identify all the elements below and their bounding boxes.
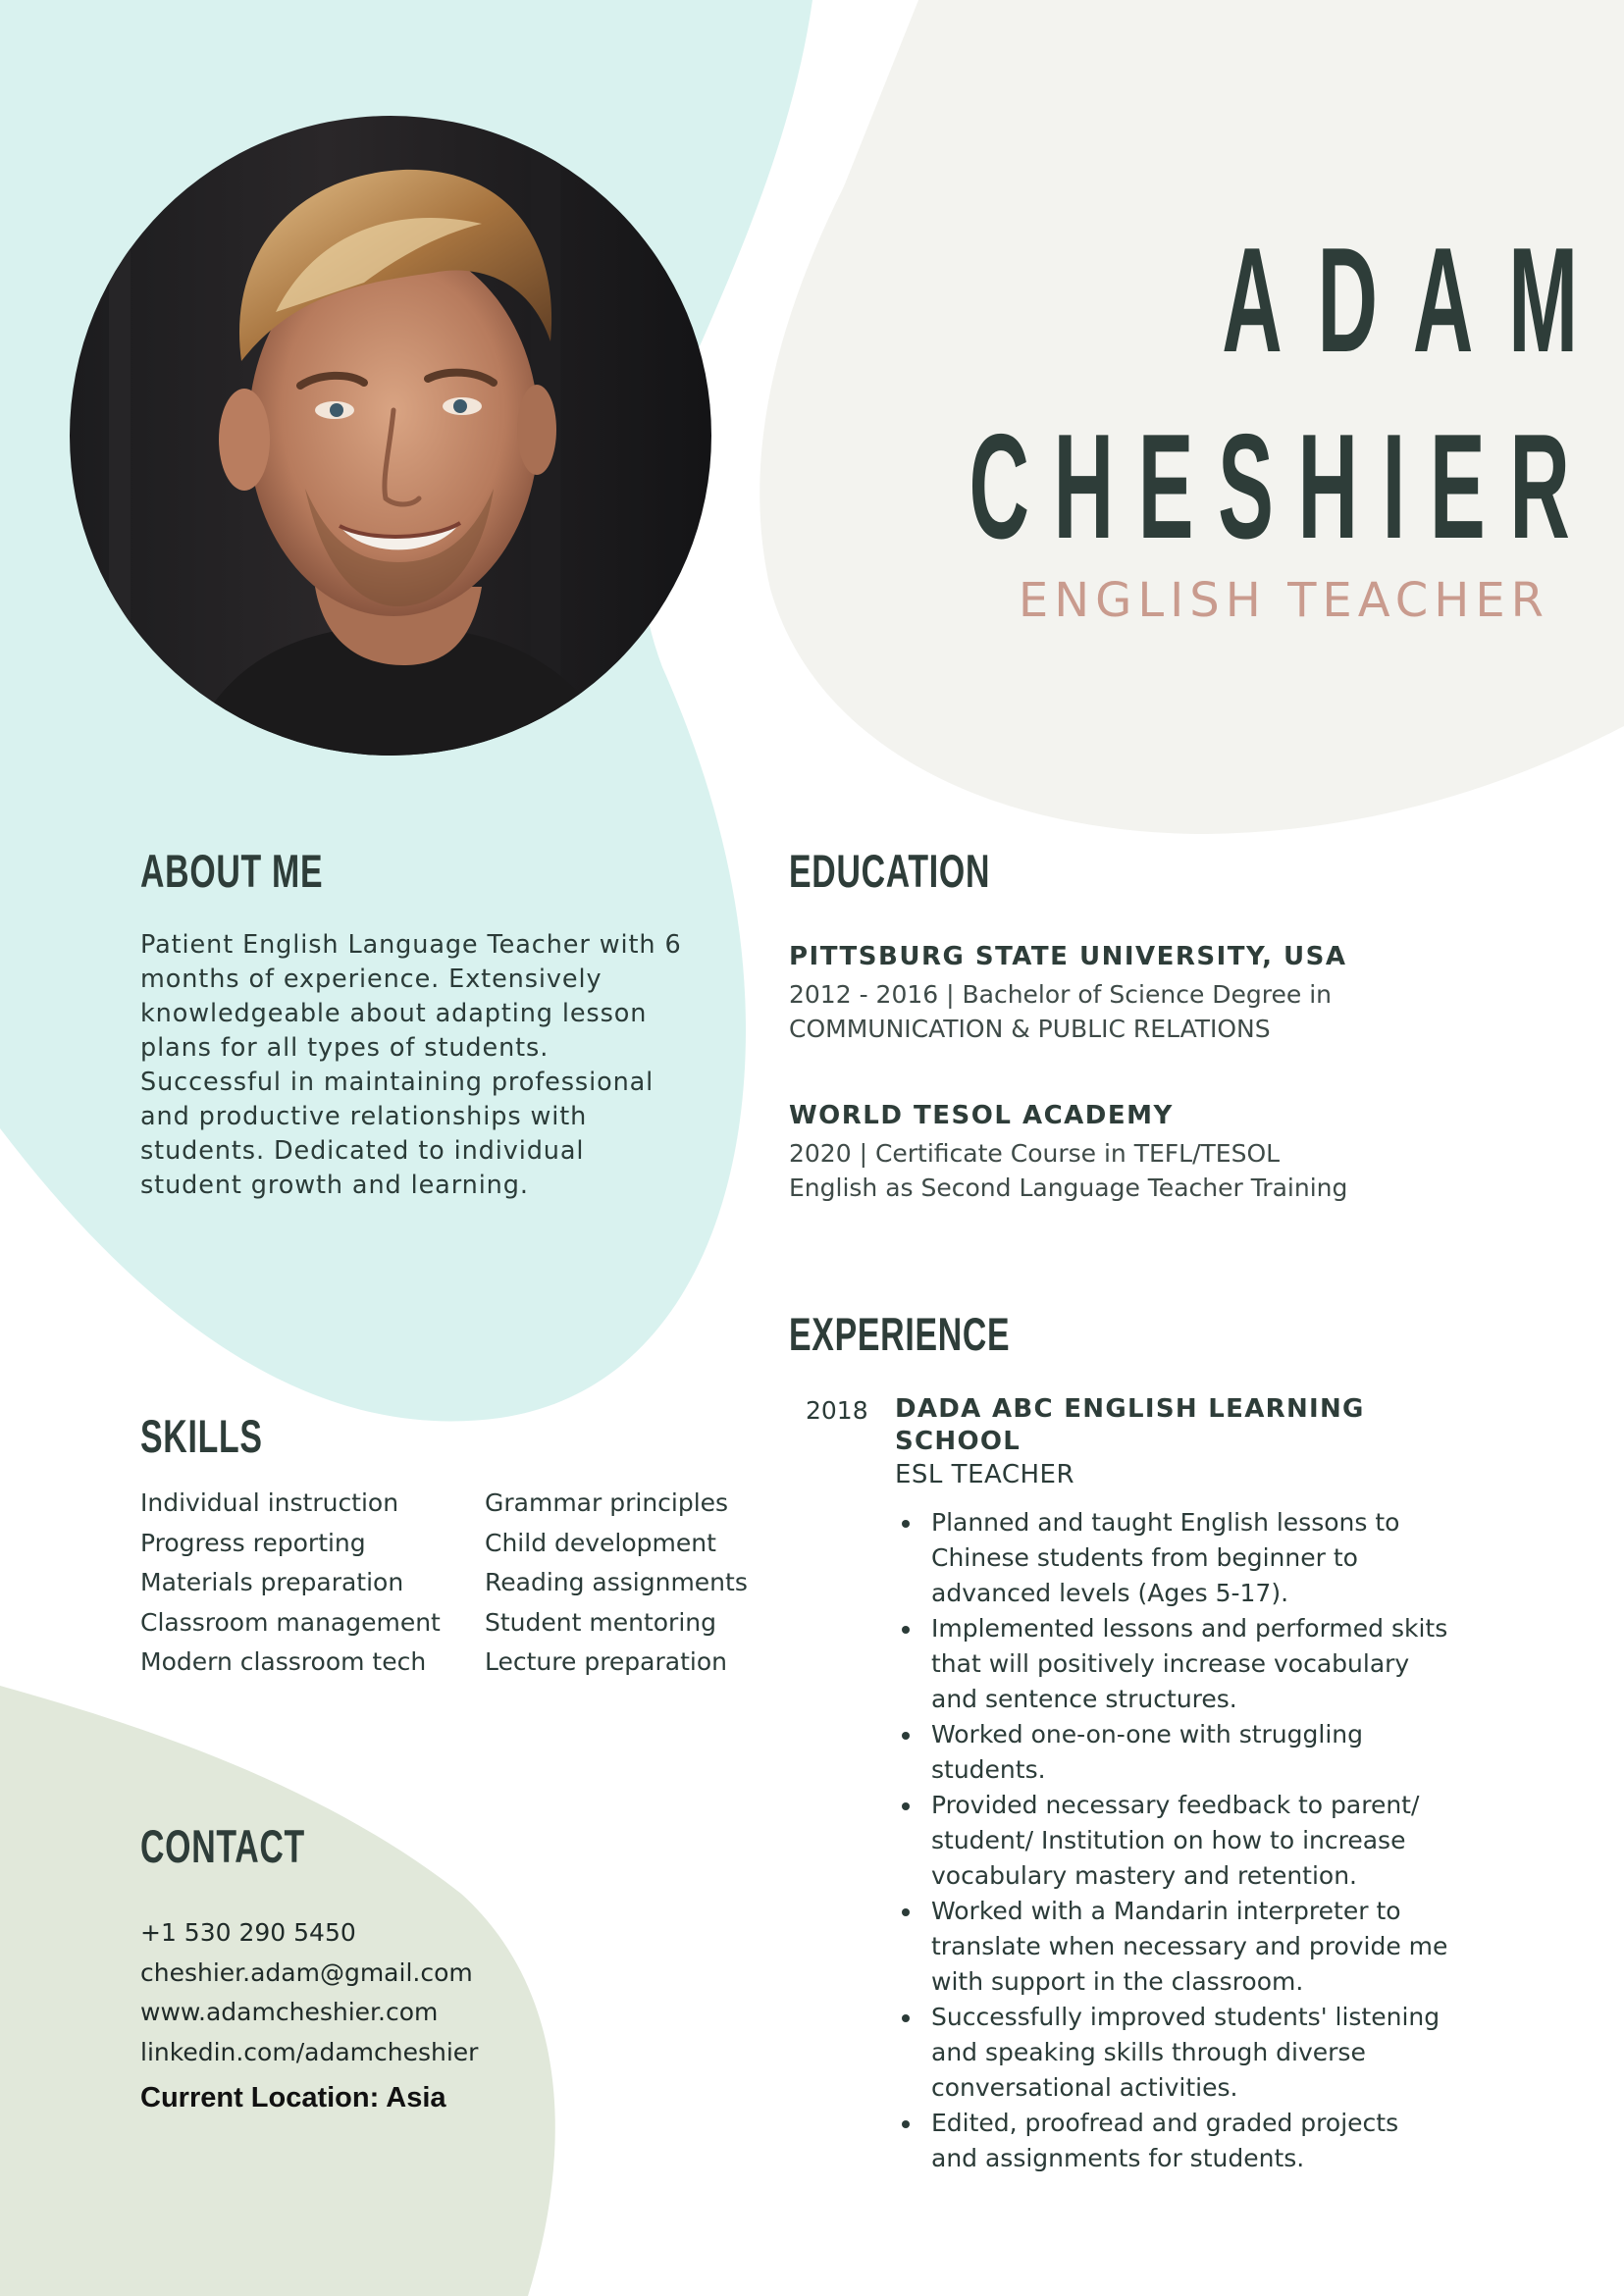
skill-item: Progress reporting (140, 1528, 366, 1557)
experience-role: ESL TEACHER (895, 1460, 1075, 1489)
portrait-image (70, 116, 711, 756)
education-detail: 2020 | Certificate Course in TEFL/TESOL (789, 1139, 1281, 1168)
skill-item: Materials preparation (140, 1568, 404, 1597)
education-detail: English as Second Language Teacher Training (789, 1174, 1348, 1202)
experience-year: 2018 (806, 1396, 868, 1425)
experience-bullet: Worked with a Mandarin interpreter to translate when necessary and provide me with support in the classroom. (931, 1894, 1451, 2000)
skills-heading: SKILLS (140, 1410, 263, 1462)
education-school: PITTSBURG STATE UNIVERSITY, USA (789, 942, 1347, 971)
last-name: CHESHIER (969, 403, 1594, 570)
experience-heading: EXPERIENCE (789, 1308, 1011, 1360)
contact-linkedin[interactable]: linkedin.com/adamcheshier (140, 2037, 479, 2066)
about-text: Patient English Language Teacher with 6 months of experience. Extensively knowledgeable about adapting lesson plans for all types of students. Successful in maintaining professional and productive relationships with students. Dedicated to individual student growth and learning. (140, 930, 682, 1200)
experience-company: DADA ABC ENGLISH LEARNING SCHOOL (895, 1394, 1365, 1456)
skill-item: Student mentoring (485, 1607, 716, 1637)
experience-bullet: Provided necessary feedback to parent/ student/ Institution on how to increase vocabulary mastery and retention. (931, 1788, 1451, 1894)
skill-item: Modern classroom tech (140, 1647, 427, 1677)
skill-item: Reading assignments (485, 1568, 748, 1597)
experience-bullet: Worked one-on-one with struggling students. (931, 1717, 1451, 1788)
skills-column-1 (140, 1484, 441, 1683)
contact-website[interactable]: www.adamcheshier.com (140, 1998, 439, 2026)
education-school: WORLD TESOL ACADEMY (789, 1101, 1174, 1130)
contact-list (140, 1913, 478, 2072)
profile-photo (70, 116, 711, 756)
skill-item: Classroom management (140, 1607, 441, 1637)
experience-bullet: Implemented lessons and performed skits that will positively increase vocabulary and sentence structures. (931, 1611, 1451, 1717)
contact-email[interactable]: cheshier.adam@gmail.com (140, 1957, 473, 1987)
skill-item: Child development (485, 1528, 716, 1557)
job-title: ENGLISH TEACHER (1018, 573, 1549, 628)
experience-bullets (931, 1505, 1451, 2176)
education-detail: COMMUNICATION & PUBLIC RELATIONS (789, 1015, 1271, 1043)
current-location: Current Location: Asia (140, 2082, 446, 2113)
contact-phone: +1 530 290 5450 (140, 1918, 356, 1947)
skills-column-2 (485, 1484, 748, 1683)
skill-item: Grammar principles (485, 1488, 729, 1517)
experience-bullet: Edited, proofread and graded projects and assignments for students. (931, 2106, 1451, 2176)
experience-bullet: Planned and taught English lessons to Chinese students from beginner to advanced levels (Ages 5-17). (931, 1505, 1451, 1611)
education-detail: 2012 - 2016 | Bachelor of Science Degree in (789, 980, 1333, 1009)
contact-heading: CONTACT (140, 1820, 305, 1872)
first-name: ADAM (1222, 217, 1613, 384)
education-heading: EDUCATION (789, 845, 991, 897)
skill-item: Individual instruction (140, 1488, 399, 1517)
experience-bullet: Successfully improved students' listening and speaking skills through diverse conversational activities. (931, 2000, 1451, 2106)
skill-item: Lecture preparation (485, 1647, 727, 1677)
about-heading: ABOUT ME (140, 845, 324, 897)
